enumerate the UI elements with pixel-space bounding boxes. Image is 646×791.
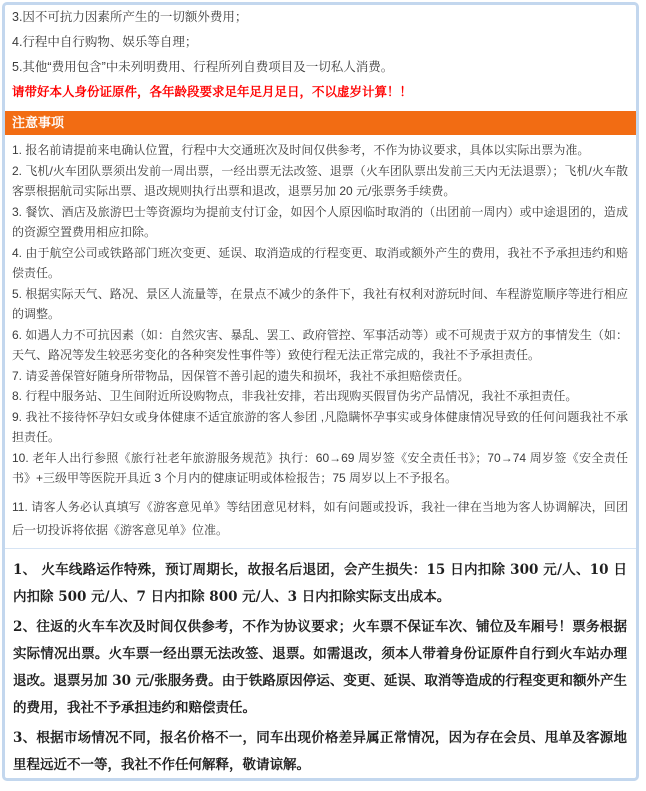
notice-item: 8. 行程中服务站、卫生间附近所设购物点，非我社安排，若出现购买假冒伪劣产品情况，我社不承担责任。 — [12, 389, 578, 403]
notice-item: 3. 餐饮、酒店及旅游巴士等资源均为提前支付订金，如因个人原因临时取消的（出团前一周内）或中途退团的，造成的资源空置费用相应扣除。 — [12, 204, 628, 239]
notice-section-header: 注意事项 — [5, 111, 636, 135]
notice-item: 7. 请妥善保管好随身所带物品，因保管不善引起的遗失和损坏，我社不承担赔偿责任。 — [12, 368, 470, 383]
notice-item: 11. 请客人务必认真填写《游客意见单》等结团意见材料，如有问题或投诉，我社一律在当地为客人协调解决，回团后一切投诉将依据《游客意见单》位准。 — [12, 499, 628, 537]
terms-document-box — [2, 2, 639, 781]
fee-exclusion-item: 5.其他“费用包含”中未列明费用、行程所列自费项目及一切私人消费。 — [12, 60, 394, 74]
train-term-item: 1、 火车线路运作特殊，预订周期长，故报名后退团，会产生损失：15 日内扣除 300 元/人、10 日内扣除 500 元/人、7 日内扣除 800 元/人、3 日内扣除实际支出成本。 — [13, 561, 627, 605]
notice-item: 9. 我社不接待怀孕妇女或身体健康不适宜旅游的客人参团 ,凡隐瞒怀孕事实或身体健康情况导致的任何问题我社不承担责任。 — [12, 409, 628, 444]
notice-item: 4. 由于航空公司或铁路部门班次变更、延误、取消造成的行程变更、取消或额外产生的费用，我社不予承担违约和赔偿责任。 — [12, 245, 628, 280]
fee-exclusion-item: 3.因不可抗力因素所产生的一切额外费用； — [12, 10, 248, 24]
notice-section — [5, 135, 636, 542]
fee-exclusion-section — [5, 5, 636, 99]
train-term-item: 2、往返的火车车次及时间仅供参考，不作为协议要求；火车票不保证车次、铺位及车厢号！票务根据实际情况出票。火车票一经出票无法改签、退票。如需退改，须本人带着身份证原件自行到火车站办理退改。退票另加 30 元/张服务费。由于铁路原因停运、变更、延误、取消等造成的行程变更和额外产生的费用，我社不予承担违约和赔偿责任。 — [13, 618, 627, 716]
notice-item: 10. 老年人出行参照《旅行社老年旅游服务规范》执行：60→69 周岁签《安全责任书》；70→74 周岁签《安全责任书》+三级甲等医院开具近 3 个月内的健康证明或体检报告；75 周岁以上不予报名。 — [12, 450, 628, 485]
notice-item: 5. 根据实际天气、路况、景区人流量等，在景点不减少的条件下，我社有权利对游玩时间、车程游览顺序等进行相应的调整。 — [12, 286, 628, 321]
train-terms-section — [5, 549, 636, 779]
notice-item: 1. 报名前请提前来电确认位置，行程中大交通班次及时间仅供参考，不作为协议要求，具体以实际出票为准。 — [12, 143, 590, 157]
notice-item: 2. 飞机/火车团队票须出发前一周出票，一经出票无法改签、退票（火车团队票出发前三天内无法退票）；飞机/火车散客票根据航司实际出票、退改规则执行出票和退改，退票另加 20 元/张票务手续费。 — [12, 163, 628, 198]
fee-exclusion-item: 4.行程中自行购物、娱乐等自理； — [12, 35, 198, 49]
id-card-warning: 请带好本人身份证原件，各年龄段要求足年足月足日，不以虚岁计算！！ — [12, 85, 413, 99]
notice-item: 6. 如遇人力不可抗因素（如：自然灾害、暴乱、罢工、政府管控、军事活动等）或不可规责于双方的事情发生（如：天气、路况等发生较恶劣变化的各种突发性事件等）致使行程无法正常完成的，我社不予承担责任。 — [12, 327, 628, 362]
train-term-item: 3、根据市场情况不同，报名价格不一，同车出现价格差异属正常情况，因为存在会员、甩单及客源地里程远近不一等，我社不作任何解释，敬请谅解。 — [13, 729, 627, 773]
